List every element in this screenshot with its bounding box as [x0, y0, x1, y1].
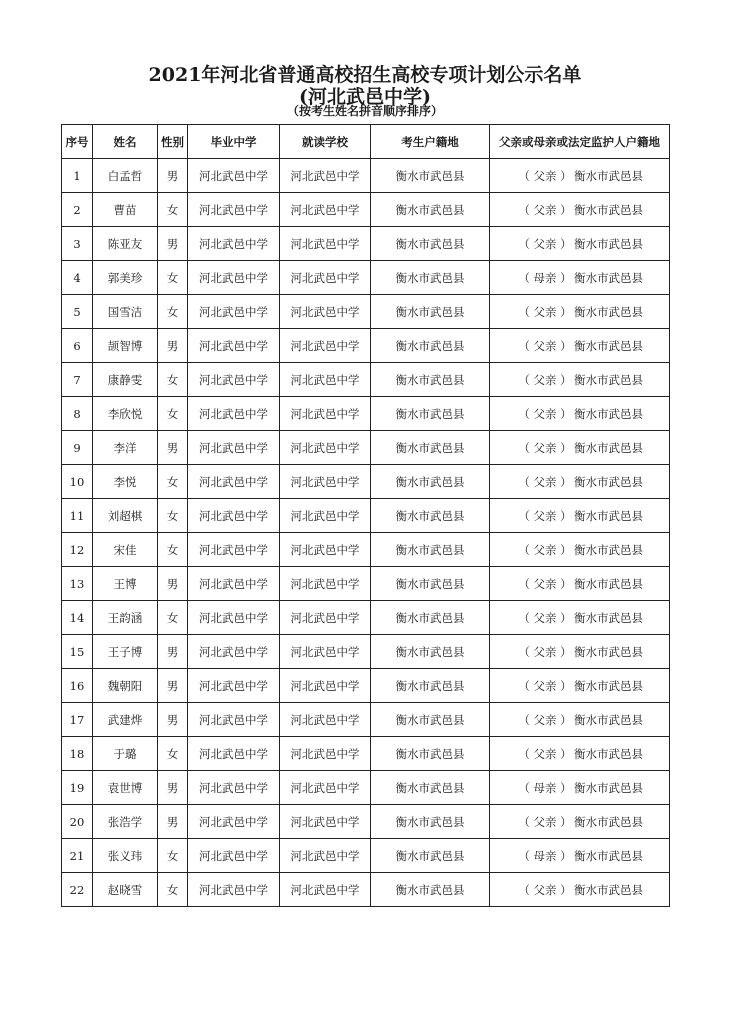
cell-grad-school: 河北武邑中学	[188, 227, 280, 261]
cell-guardian-hukou	[490, 601, 670, 635]
cell-no: 22	[62, 873, 93, 907]
cell-no: 4	[62, 261, 93, 295]
guardian-relation: （ 父亲 ）	[518, 542, 572, 557]
cell-grad-school: 河北武邑中学	[188, 499, 280, 533]
guardian-location: 衡水市武邑县	[574, 236, 643, 251]
cell-gender: 女	[158, 839, 188, 873]
cell-grad-school: 河北武邑中学	[188, 295, 280, 329]
cell-hukou: 衡水市武邑县	[371, 363, 490, 397]
guardian-location: 衡水市武邑县	[574, 780, 643, 795]
cell-gender: 男	[158, 431, 188, 465]
guardian-relation: （ 父亲 ）	[518, 236, 572, 251]
cell-no: 5	[62, 295, 93, 329]
cell-name: 陈亚友	[93, 227, 158, 261]
cell-hukou: 衡水市武邑县	[371, 397, 490, 431]
cell-gender: 女	[158, 499, 188, 533]
table-row	[62, 261, 670, 295]
cell-no: 16	[62, 669, 93, 703]
cell-grad-school: 河北武邑中学	[188, 159, 280, 193]
cell-gender: 男	[158, 567, 188, 601]
cell-no: 12	[62, 533, 93, 567]
cell-gender: 女	[158, 397, 188, 431]
guardian-relation: （ 父亲 ）	[518, 644, 572, 659]
document-subtitle: (河北武邑中学)	[299, 86, 431, 108]
cell-gender: 女	[158, 533, 188, 567]
table-row	[62, 635, 670, 669]
cell-grad-school: 河北武邑中学	[188, 533, 280, 567]
cell-current-school: 河北武邑中学	[280, 329, 371, 363]
cell-name: 李悦	[93, 465, 158, 499]
cell-hukou: 衡水市武邑县	[371, 873, 490, 907]
cell-grad-school: 河北武邑中学	[188, 363, 280, 397]
guardian-relation: （ 父亲 ）	[518, 576, 572, 591]
guardian-location: 衡水市武邑县	[574, 338, 643, 353]
table-row	[62, 193, 670, 227]
cell-current-school: 河北武邑中学	[280, 431, 371, 465]
cell-name: 张义玮	[93, 839, 158, 873]
cell-grad-school: 河北武邑中学	[188, 873, 280, 907]
cell-no: 19	[62, 771, 93, 805]
cell-name: 宋佳	[93, 533, 158, 567]
guardian-relation: （ 父亲 ）	[518, 406, 572, 421]
cell-no: 15	[62, 635, 93, 669]
cell-hukou: 衡水市武邑县	[371, 533, 490, 567]
cell-guardian-hukou	[490, 737, 670, 771]
guardian-location: 衡水市武邑县	[574, 814, 643, 829]
cell-name: 曹苗	[93, 193, 158, 227]
cell-hukou: 衡水市武邑县	[371, 635, 490, 669]
cell-hukou: 衡水市武邑县	[371, 261, 490, 295]
cell-grad-school: 河北武邑中学	[188, 397, 280, 431]
table-header-row	[62, 125, 670, 159]
guardian-location: 衡水市武邑县	[574, 406, 643, 421]
cell-no: 17	[62, 703, 93, 737]
cell-no: 1	[62, 159, 93, 193]
cell-gender: 男	[158, 635, 188, 669]
cell-current-school: 河北武邑中学	[280, 159, 371, 193]
cell-grad-school: 河北武邑中学	[188, 635, 280, 669]
guardian-location: 衡水市武邑县	[574, 440, 643, 455]
cell-grad-school: 河北武邑中学	[188, 465, 280, 499]
cell-no: 3	[62, 227, 93, 261]
cell-gender: 女	[158, 363, 188, 397]
cell-guardian-hukou	[490, 295, 670, 329]
cell-grad-school: 河北武邑中学	[188, 193, 280, 227]
cell-no: 18	[62, 737, 93, 771]
guardian-relation: （ 父亲 ）	[518, 338, 572, 353]
guardian-relation: （ 父亲 ）	[518, 372, 572, 387]
cell-current-school: 河北武邑中学	[280, 533, 371, 567]
cell-name: 郭美珍	[93, 261, 158, 295]
guardian-location: 衡水市武邑县	[574, 168, 643, 183]
guardian-relation: （ 父亲 ）	[518, 304, 572, 319]
guardian-location: 衡水市武邑县	[574, 576, 643, 591]
guardian-location: 衡水市武邑县	[574, 712, 643, 727]
cell-current-school: 河北武邑中学	[280, 567, 371, 601]
cell-guardian-hukou	[490, 533, 670, 567]
cell-name: 袁世博	[93, 771, 158, 805]
cell-guardian-hukou	[490, 567, 670, 601]
cell-guardian-hukou	[490, 193, 670, 227]
cell-hukou: 衡水市武邑县	[371, 771, 490, 805]
guardian-location: 衡水市武邑县	[574, 644, 643, 659]
cell-name: 康静雯	[93, 363, 158, 397]
cell-name: 于璐	[93, 737, 158, 771]
cell-hukou: 衡水市武邑县	[371, 193, 490, 227]
cell-guardian-hukou	[490, 397, 670, 431]
cell-name: 刘超棋	[93, 499, 158, 533]
cell-guardian-hukou	[490, 669, 670, 703]
guardian-relation: （ 父亲 ）	[518, 882, 572, 897]
cell-gender: 男	[158, 771, 188, 805]
cell-name: 王韵涵	[93, 601, 158, 635]
cell-current-school: 河北武邑中学	[280, 601, 371, 635]
cell-grad-school: 河北武邑中学	[188, 431, 280, 465]
cell-no: 13	[62, 567, 93, 601]
cell-no: 11	[62, 499, 93, 533]
cell-no: 7	[62, 363, 93, 397]
table-row	[62, 601, 670, 635]
table-row	[62, 737, 670, 771]
header-no: 序号	[62, 125, 93, 159]
cell-no: 10	[62, 465, 93, 499]
cell-guardian-hukou	[490, 771, 670, 805]
cell-hukou: 衡水市武邑县	[371, 295, 490, 329]
cell-grad-school: 河北武邑中学	[188, 669, 280, 703]
cell-gender: 女	[158, 193, 188, 227]
table-row	[62, 669, 670, 703]
cell-grad-school: 河北武邑中学	[188, 261, 280, 295]
guardian-relation: （ 母亲 ）	[518, 780, 572, 795]
cell-current-school: 河北武邑中学	[280, 397, 371, 431]
guardian-location: 衡水市武邑县	[574, 746, 643, 761]
cell-name: 颉智博	[93, 329, 158, 363]
cell-gender: 男	[158, 703, 188, 737]
header-grad-school: 毕业中学	[188, 125, 280, 159]
cell-current-school: 河北武邑中学	[280, 227, 371, 261]
cell-grad-school: 河北武邑中学	[188, 805, 280, 839]
cell-gender: 男	[158, 227, 188, 261]
cell-gender: 男	[158, 669, 188, 703]
guardian-location: 衡水市武邑县	[574, 270, 643, 285]
cell-grad-school: 河北武邑中学	[188, 839, 280, 873]
table-row	[62, 873, 670, 907]
table-row	[62, 295, 670, 329]
cell-no: 8	[62, 397, 93, 431]
cell-current-school: 河北武邑中学	[280, 669, 371, 703]
guardian-location: 衡水市武邑县	[574, 848, 643, 863]
cell-gender: 男	[158, 159, 188, 193]
cell-name: 张浩学	[93, 805, 158, 839]
header-guardian-hukou: 父亲或母亲或法定监护人户籍地	[490, 125, 670, 159]
cell-hukou: 衡水市武邑县	[371, 329, 490, 363]
cell-name: 武建烨	[93, 703, 158, 737]
table-row	[62, 567, 670, 601]
cell-name: 王子博	[93, 635, 158, 669]
cell-grad-school: 河北武邑中学	[188, 737, 280, 771]
cell-hukou: 衡水市武邑县	[371, 227, 490, 261]
cell-hukou: 衡水市武邑县	[371, 839, 490, 873]
cell-no: 14	[62, 601, 93, 635]
cell-name: 赵晓雪	[93, 873, 158, 907]
cell-name: 李洋	[93, 431, 158, 465]
guardian-relation: （ 父亲 ）	[518, 610, 572, 625]
cell-hukou: 衡水市武邑县	[371, 567, 490, 601]
table-row	[62, 703, 670, 737]
cell-guardian-hukou	[490, 499, 670, 533]
cell-hukou: 衡水市武邑县	[371, 601, 490, 635]
cell-grad-school: 河北武邑中学	[188, 567, 280, 601]
guardian-location: 衡水市武邑县	[574, 678, 643, 693]
cell-gender: 女	[158, 261, 188, 295]
cell-hukou: 衡水市武邑县	[371, 159, 490, 193]
cell-current-school: 河北武邑中学	[280, 261, 371, 295]
cell-guardian-hukou	[490, 261, 670, 295]
guardian-relation: （ 母亲 ）	[518, 270, 572, 285]
cell-hukou: 衡水市武邑县	[371, 465, 490, 499]
guardian-relation: （ 父亲 ）	[518, 440, 572, 455]
cell-gender: 女	[158, 601, 188, 635]
guardian-relation: （ 父亲 ）	[518, 678, 572, 693]
cell-guardian-hukou	[490, 839, 670, 873]
guardian-relation: （ 父亲 ）	[518, 508, 572, 523]
table-row	[62, 839, 670, 873]
cell-grad-school: 河北武邑中学	[188, 771, 280, 805]
cell-gender: 女	[158, 873, 188, 907]
cell-gender: 男	[158, 805, 188, 839]
cell-guardian-hukou	[490, 873, 670, 907]
cell-current-school: 河北武邑中学	[280, 363, 371, 397]
cell-current-school: 河北武邑中学	[280, 839, 371, 873]
guardian-location: 衡水市武邑县	[574, 610, 643, 625]
cell-current-school: 河北武邑中学	[280, 873, 371, 907]
table-row	[62, 397, 670, 431]
cell-no: 9	[62, 431, 93, 465]
cell-current-school: 河北武邑中学	[280, 805, 371, 839]
header-gender: 性别	[158, 125, 188, 159]
cell-no: 20	[62, 805, 93, 839]
guardian-relation: （ 父亲 ）	[518, 168, 572, 183]
cell-guardian-hukou	[490, 431, 670, 465]
table-row	[62, 465, 670, 499]
guardian-location: 衡水市武邑县	[574, 542, 643, 557]
cell-guardian-hukou	[490, 805, 670, 839]
table-row	[62, 329, 670, 363]
cell-current-school: 河北武邑中学	[280, 295, 371, 329]
cell-guardian-hukou	[490, 159, 670, 193]
cell-current-school: 河北武邑中学	[280, 465, 371, 499]
cell-gender: 女	[158, 295, 188, 329]
cell-gender: 男	[158, 329, 188, 363]
cell-current-school: 河北武邑中学	[280, 635, 371, 669]
header-hukou: 考生户籍地	[371, 125, 490, 159]
cell-hukou: 衡水市武邑县	[371, 431, 490, 465]
cell-grad-school: 河北武邑中学	[188, 601, 280, 635]
table-row	[62, 227, 670, 261]
cell-current-school: 河北武邑中学	[280, 499, 371, 533]
table-row	[62, 499, 670, 533]
cell-no: 21	[62, 839, 93, 873]
guardian-relation: （ 父亲 ）	[518, 814, 572, 829]
table-row	[62, 771, 670, 805]
guardian-relation: （ 父亲 ）	[518, 474, 572, 489]
table-row	[62, 159, 670, 193]
document-title: 2021年河北省普通高校招生高校专项计划公示名单	[148, 64, 582, 86]
cell-grad-school: 河北武邑中学	[188, 329, 280, 363]
table-row	[62, 805, 670, 839]
header-name: 姓名	[93, 125, 158, 159]
cell-guardian-hukou	[490, 227, 670, 261]
cell-guardian-hukou	[490, 329, 670, 363]
cell-grad-school: 河北武邑中学	[188, 703, 280, 737]
cell-current-school: 河北武邑中学	[280, 771, 371, 805]
header-current-school: 就读学校	[280, 125, 371, 159]
candidate-table	[61, 124, 670, 907]
guardian-location: 衡水市武邑县	[574, 304, 643, 319]
cell-name: 魏朝阳	[93, 669, 158, 703]
cell-name: 李欣悦	[93, 397, 158, 431]
cell-guardian-hukou	[490, 703, 670, 737]
cell-current-school: 河北武邑中学	[280, 703, 371, 737]
cell-hukou: 衡水市武邑县	[371, 703, 490, 737]
cell-name: 国雪洁	[93, 295, 158, 329]
cell-gender: 女	[158, 465, 188, 499]
cell-hukou: 衡水市武邑县	[371, 805, 490, 839]
table-row	[62, 363, 670, 397]
cell-hukou: 衡水市武邑县	[371, 499, 490, 533]
cell-guardian-hukou	[490, 635, 670, 669]
cell-current-school: 河北武邑中学	[280, 193, 371, 227]
guardian-relation: （ 父亲 ）	[518, 202, 572, 217]
cell-hukou: 衡水市武邑县	[371, 737, 490, 771]
guardian-location: 衡水市武邑县	[574, 202, 643, 217]
guardian-relation: （ 母亲 ）	[518, 848, 572, 863]
cell-name: 白孟哲	[93, 159, 158, 193]
cell-no: 6	[62, 329, 93, 363]
cell-guardian-hukou	[490, 465, 670, 499]
cell-name: 王博	[93, 567, 158, 601]
guardian-location: 衡水市武邑县	[574, 474, 643, 489]
guardian-location: 衡水市武邑县	[574, 508, 643, 523]
cell-hukou: 衡水市武邑县	[371, 669, 490, 703]
cell-gender: 女	[158, 737, 188, 771]
cell-no: 2	[62, 193, 93, 227]
guardian-relation: （ 父亲 ）	[518, 746, 572, 761]
table-row	[62, 431, 670, 465]
table-row	[62, 533, 670, 567]
cell-current-school: 河北武邑中学	[280, 737, 371, 771]
cell-guardian-hukou	[490, 363, 670, 397]
guardian-location: 衡水市武邑县	[574, 882, 643, 897]
guardian-relation: （ 父亲 ）	[518, 712, 572, 727]
sort-note: （按考生姓名拼音顺序排序）	[286, 104, 443, 118]
guardian-location: 衡水市武邑县	[574, 372, 643, 387]
